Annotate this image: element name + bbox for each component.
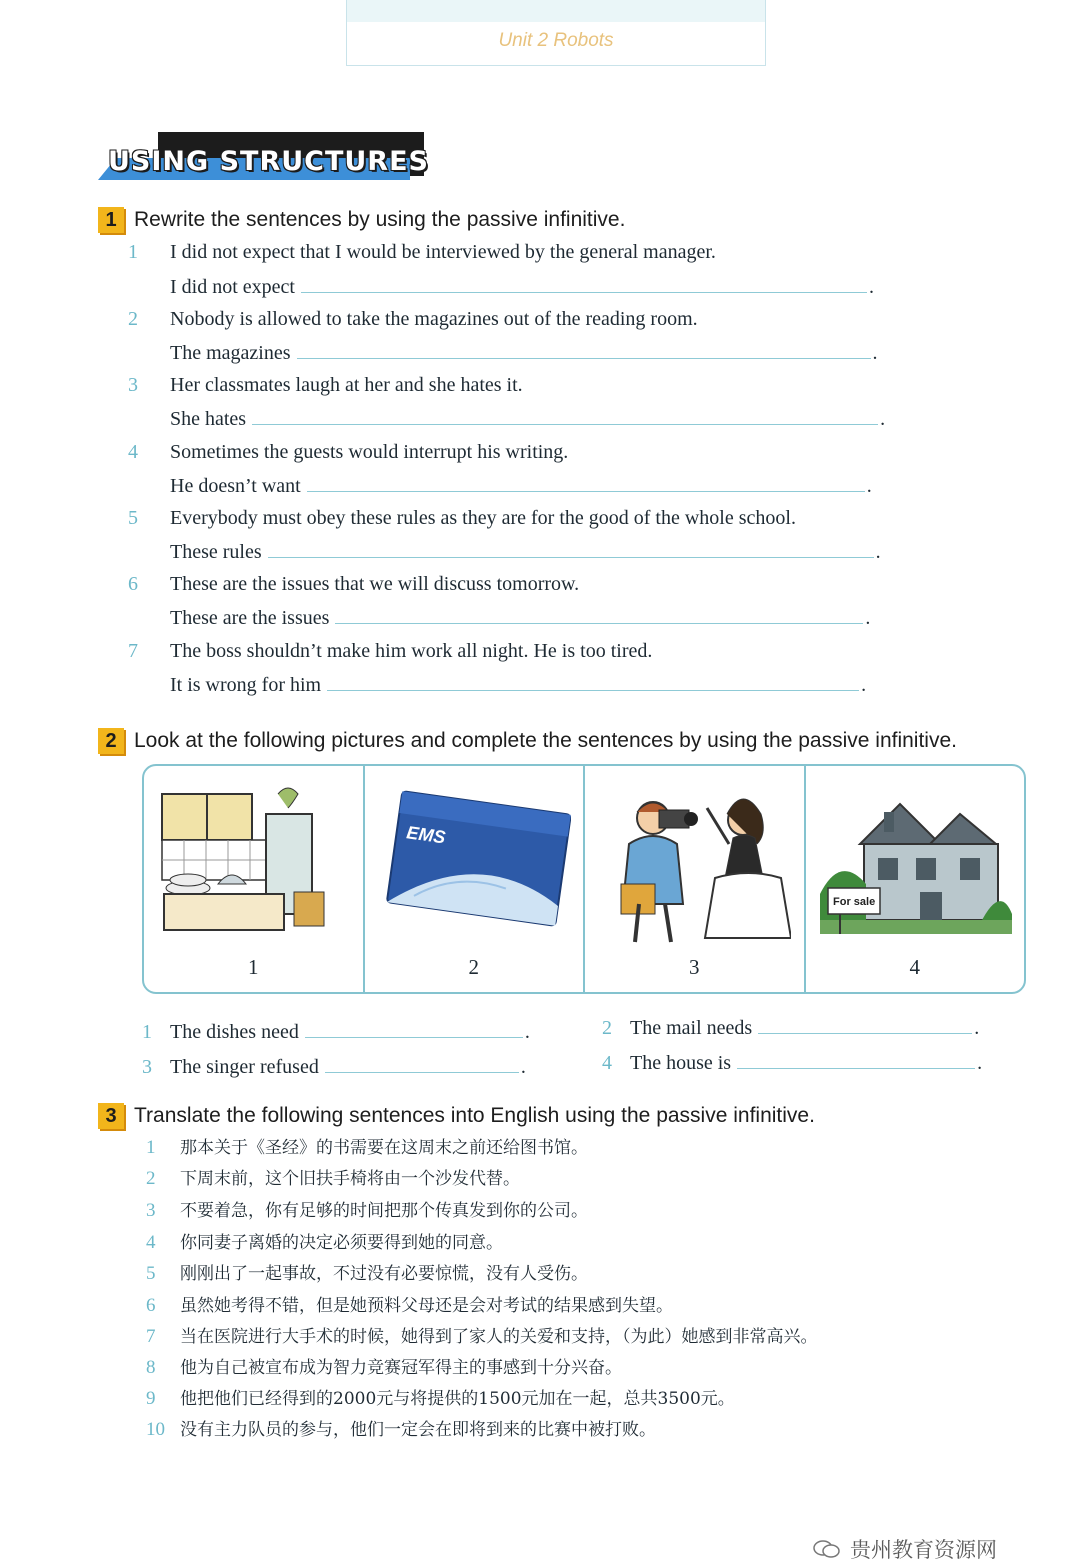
picture-caption: 3	[689, 955, 700, 979]
translation-item: 2 下周末前，这个旧扶手椅将由一个沙发代替。	[146, 1168, 520, 1189]
exercise-item: 4 Sometimes the guests would interrupt his writing.	[128, 441, 569, 463]
section-1-heading	[98, 205, 625, 235]
section-3-heading	[98, 1101, 815, 1131]
picture-answer-row: 4 The house is .	[602, 1052, 983, 1074]
answer-blank[interactable]	[268, 557, 874, 558]
item-sentence: I did not expect that I would be interviewed by the general manager.	[170, 241, 716, 263]
picture-strip	[142, 764, 1026, 994]
section-1-title: Rewrite the sentences by using the passive infinitive.	[134, 208, 626, 231]
section-banner	[98, 132, 428, 194]
item-sentence: Nobody is allowed to take the magazines out of the reading room.	[170, 308, 698, 330]
translation-item: 1 那本关于《圣经》的书需要在这周末之前还给图书馆。	[146, 1137, 588, 1158]
exercise-item: 1 I did not expect that I would be interviewed by the general manager.	[128, 241, 716, 263]
answer-row: These rules .	[170, 541, 881, 563]
source-watermark	[812, 1534, 997, 1564]
answer-row: I did not expect .	[170, 276, 874, 298]
answer-blank[interactable]	[335, 623, 863, 624]
picture-answer-row: 2 The mail needs .	[602, 1017, 980, 1039]
watermark-text: 贵州教育资源网	[850, 1538, 997, 1562]
picture-panel-3	[585, 766, 806, 992]
exercise-item: 2 Nobody is allowed to take the magazines out of the reading room.	[128, 308, 698, 330]
translation-item: 3 不要着急，你有足够的时间把那个传真发到你的公司。	[146, 1200, 588, 1221]
exercise-item: 5 Everybody must obey these rules as they are for the good of the whole school.	[128, 507, 796, 529]
translation-item: 10 没有主力队员的参与，他们一定会在即将到来的比赛中被打败。	[146, 1419, 656, 1440]
translation-item: 4 你同妻子离婚的决定必须要得到她的同意。	[146, 1232, 503, 1253]
item-sentence: Her classmates laugh at her and she hates it.	[170, 374, 523, 396]
answer-blank[interactable]	[252, 424, 878, 425]
exercise-item: 6 These are the issues that we will discuss tomorrow.	[128, 573, 580, 595]
answer-blank[interactable]	[297, 358, 871, 359]
picture-answer-row: 3 The singer refused .	[142, 1056, 526, 1078]
exercise-item: 3 Her classmates laugh at her and she hates it.	[128, 374, 523, 396]
house-for-sale-icon	[820, 784, 1012, 944]
banner-title: USING STRUCTURES	[108, 146, 429, 177]
translation-item: 7 当在医院进行大手术的时候，她得到了家人的关爱和支持，（为此）她感到非常高兴。	[146, 1326, 818, 1347]
svg-text:EMS: EMS	[404, 822, 447, 848]
answer-row: These are the issues .	[170, 607, 871, 629]
answer-blank[interactable]	[327, 690, 859, 691]
section-number-badge: 2	[98, 728, 124, 754]
section-2-title: Look at the following pictures and complete the sentences by using the passive infinitive.	[134, 729, 957, 752]
answer-blank[interactable]	[301, 292, 867, 293]
translation-item: 6 虽然她考得不错，但是她预料父母还是会对考试的结果感到失望。	[146, 1295, 673, 1316]
answer-blank[interactable]	[737, 1068, 975, 1069]
ems-envelope-icon	[379, 784, 571, 944]
section-3-title: Translate the following sentences into English using the passive infinitive.	[134, 1104, 815, 1127]
answer-row: She hates .	[170, 408, 886, 430]
unit-header-tab	[346, 0, 766, 66]
answer-row: The magazines .	[170, 342, 878, 364]
picture-answer-row: 1 The dishes need .	[142, 1021, 530, 1043]
exercise-item: 7 The boss shouldn’t make him work all night. He is too tired.	[128, 640, 653, 662]
translation-item: 9 他把他们已经得到的2000元与将提供的1500元加在一起，总共3500元。	[146, 1388, 735, 1409]
section-number-badge: 1	[98, 207, 124, 233]
picture-caption: 2	[468, 955, 479, 979]
translation-item: 5 刚刚出了一起事故，不过没有必要惊慌，没有人受伤。	[146, 1263, 588, 1284]
item-sentence: These are the issues that we will discuss tomorrow.	[170, 573, 580, 595]
item-sentence: Everybody must obey these rules as they are for the good of the whole school.	[170, 507, 796, 529]
picture-caption: 4	[909, 955, 920, 979]
answer-blank[interactable]	[305, 1037, 523, 1038]
section-2-heading	[98, 726, 957, 756]
kitchen-dishes-icon	[158, 784, 350, 944]
answer-blank[interactable]	[758, 1033, 972, 1034]
svg-text:For sale: For sale	[832, 896, 875, 908]
picture-panel-1	[144, 766, 365, 992]
answer-blank[interactable]	[325, 1072, 519, 1073]
translation-item: 8 他为自己被宣布成为智力竞赛冠军得主的事感到十分兴奋。	[146, 1357, 622, 1378]
item-sentence: The boss shouldn’t make him work all night. He is too tired.	[170, 640, 653, 662]
photographer-singer-icon	[599, 784, 791, 944]
section-number-badge: 3	[98, 1103, 124, 1129]
wechat-icon	[812, 1539, 842, 1559]
answer-blank[interactable]	[307, 491, 865, 492]
picture-caption: 1	[248, 955, 259, 979]
unit-label: Unit 2 Robots	[498, 30, 614, 51]
picture-panel-2	[365, 766, 586, 992]
picture-panel-4	[806, 766, 1025, 992]
answer-row: He doesn’t want .	[170, 475, 872, 497]
item-sentence: Sometimes the guests would interrupt his writing.	[170, 441, 569, 463]
answer-row: It is wrong for him .	[170, 674, 867, 696]
